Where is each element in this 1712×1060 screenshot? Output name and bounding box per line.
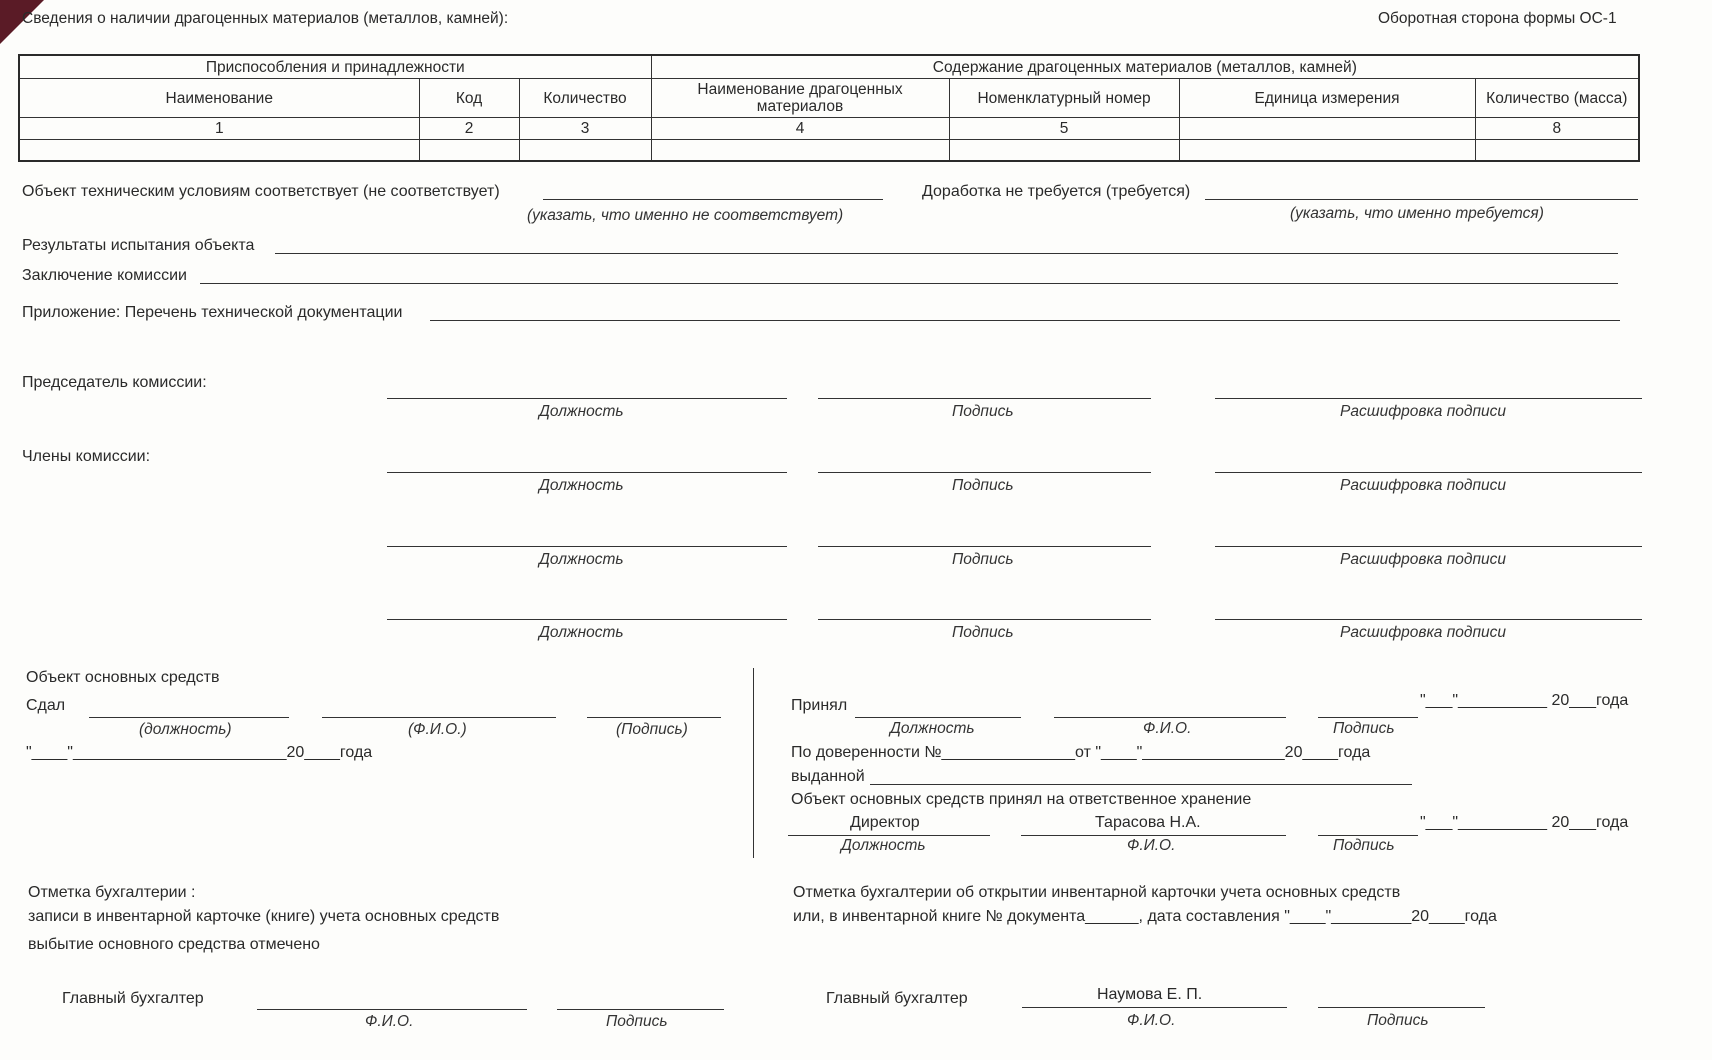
group-header-precious-content: Содержание драгоценных материалов (металлов, камней) <box>651 55 1639 79</box>
column-header: Наименование <box>19 79 419 118</box>
accounting-left-line1: записи в инвентарной карточке (книге) учета основных средств <box>28 908 500 925</box>
members-label: Члены комиссии: <box>22 448 151 465</box>
gave-position-caption: (должность) <box>139 721 232 738</box>
position-caption: Должность <box>539 624 624 641</box>
custody-fio-field[interactable] <box>1021 835 1286 836</box>
director-fio: Тарасова Н.А. <box>1095 814 1201 831</box>
conditions-hint: (указать, что именно не соответствует) <box>527 207 844 224</box>
column-number: 8 <box>1475 118 1639 140</box>
results-label: Результаты испытания объекта <box>22 237 255 254</box>
accounting-left-title: Отметка бухгалтерии : <box>28 884 196 901</box>
member-decode-field[interactable] <box>1215 546 1642 547</box>
custody-position-caption: Должность <box>841 837 926 854</box>
column-header: Единица измерения <box>1179 79 1475 118</box>
gave-fio-field[interactable] <box>322 717 556 718</box>
member-signature-field[interactable] <box>818 619 1151 620</box>
issued-label: выданной <box>791 768 865 785</box>
rework-hint: (указать, что именно требуется) <box>1290 205 1544 222</box>
column-header: Код <box>419 79 519 118</box>
accepted-position-caption: Должность <box>890 720 975 737</box>
appendix-label: Приложение: Перечень технической документации <box>22 304 403 321</box>
table-cell[interactable] <box>19 140 419 162</box>
signature-caption: Подпись <box>952 477 1014 494</box>
decode-caption: Расшифровка подписи <box>1340 624 1506 641</box>
accounting-right-title: Отметка бухгалтерии об открытии инвентарной карточки учета основных средств <box>793 884 1401 901</box>
issued-field[interactable] <box>870 784 1412 785</box>
chairman-signature-field[interactable] <box>818 398 1151 399</box>
table-cell[interactable] <box>1179 140 1475 162</box>
custody-position-field[interactable] <box>788 835 990 836</box>
custody-date-line[interactable]: "___"__________ 20___года <box>1420 814 1629 831</box>
chief-right-signature-caption: Подпись <box>1367 1012 1429 1029</box>
conditions-field[interactable] <box>543 199 883 200</box>
accepted-fio-caption: Ф.И.О. <box>1143 720 1192 737</box>
column-number: 2 <box>419 118 519 140</box>
position-caption: Должность <box>539 477 624 494</box>
gave-date-line[interactable]: "____"________________________20____года <box>26 744 373 761</box>
chief-left-signature-field[interactable] <box>557 1009 724 1010</box>
member-decode-field[interactable] <box>1215 619 1642 620</box>
member-signature-field[interactable] <box>818 472 1151 473</box>
appendix-field[interactable] <box>430 320 1620 321</box>
column-number <box>1179 118 1475 140</box>
accepted-label: Принял <box>791 697 848 714</box>
accepted-signature-caption: Подпись <box>1333 720 1395 737</box>
chief-left-signature-caption: Подпись <box>606 1013 668 1030</box>
gave-position-field[interactable] <box>89 717 289 718</box>
vertical-divider <box>753 668 754 858</box>
accepted-fio-field[interactable] <box>1054 717 1286 718</box>
accepted-signature-field[interactable] <box>1318 717 1418 718</box>
director-value: Директор <box>850 814 920 831</box>
table-cell[interactable] <box>419 140 519 162</box>
chairman-label: Председатель комиссии: <box>22 374 207 391</box>
member-position-field[interactable] <box>387 472 787 473</box>
proxy-line[interactable]: По доверенности №_______________от "____"________________20____года <box>791 744 1371 761</box>
precious-materials-table <box>18 54 1640 162</box>
accounting-left-line2: выбытие основного средства отмечено <box>28 936 320 953</box>
column-header: Номенклатурный номер <box>949 79 1179 118</box>
column-number: 5 <box>949 118 1179 140</box>
accepted-date-line[interactable]: "___"__________ 20___года <box>1420 692 1629 709</box>
column-number: 1 <box>19 118 419 140</box>
chief-right-fio-field[interactable] <box>1022 1007 1287 1008</box>
custody-signature-field[interactable] <box>1318 835 1418 836</box>
accounting-right-line2[interactable]: или, в инвентарной книге № документа______, дата составления "____"_________20____года <box>793 908 1497 925</box>
decode-caption: Расшифровка подписи <box>1340 551 1506 568</box>
column-number: 3 <box>519 118 651 140</box>
column-header: Количество (масса) <box>1475 79 1639 118</box>
chairman-position-field[interactable] <box>387 398 787 399</box>
decode-caption: Расшифровка подписи <box>1340 477 1506 494</box>
rework-label: Доработка не требуется (требуется) <box>922 183 1191 200</box>
table-cell[interactable] <box>519 140 651 162</box>
chief-accountant-right-label: Главный бухгалтер <box>826 990 968 1007</box>
handover-title: Объект основных средств <box>26 669 220 686</box>
custody-label: Объект основных средств принял на ответственное хранение <box>791 791 1252 808</box>
member-decode-field[interactable] <box>1215 472 1642 473</box>
column-header: Наименование драгоценных материалов <box>651 79 949 118</box>
member-position-field[interactable] <box>387 546 787 547</box>
signature-caption: Подпись <box>952 403 1014 420</box>
member-position-field[interactable] <box>387 619 787 620</box>
group-header-accessories: Приспособления и принадлежности <box>19 55 651 79</box>
chief-left-fio-field[interactable] <box>257 1009 527 1010</box>
custody-fio-caption: Ф.И.О. <box>1127 837 1176 854</box>
table-cell[interactable] <box>1475 140 1639 162</box>
column-header: Количество <box>519 79 651 118</box>
conclusion-label: Заключение комиссии <box>22 267 187 284</box>
chief-accountant-left-label: Главный бухгалтер <box>62 990 204 1007</box>
conclusion-field[interactable] <box>200 283 1618 284</box>
conditions-label: Объект техническим условиям соответствует (не соответствует) <box>22 183 500 200</box>
table-cell[interactable] <box>949 140 1179 162</box>
results-field[interactable] <box>275 253 1618 254</box>
chief-left-fio-caption: Ф.И.О. <box>365 1013 414 1030</box>
custody-signature-caption: Подпись <box>1333 837 1395 854</box>
member-signature-field[interactable] <box>818 546 1151 547</box>
position-caption: Должность <box>539 551 624 568</box>
chairman-decode-field[interactable] <box>1215 398 1642 399</box>
chief-right-fio-value: Наумова Е. П. <box>1097 986 1203 1003</box>
gave-fio-caption: (Ф.И.О.) <box>408 721 467 738</box>
column-number: 4 <box>651 118 949 140</box>
accepted-position-field[interactable] <box>855 717 1021 718</box>
form-side-label: Оборотная сторона формы ОС-1 <box>1378 10 1617 27</box>
table-cell[interactable] <box>651 140 949 162</box>
signature-caption: Подпись <box>952 551 1014 568</box>
section-title: Сведения о наличии драгоценных материалов (металлов, камней): <box>22 10 509 27</box>
gave-signature-caption: (Подпись) <box>616 721 688 738</box>
gave-label: Сдал <box>26 697 66 714</box>
rework-field[interactable] <box>1205 199 1638 200</box>
decode-caption: Расшифровка подписи <box>1340 403 1506 420</box>
chief-right-signature-field[interactable] <box>1318 1007 1485 1008</box>
position-caption: Должность <box>539 403 624 420</box>
gave-signature-field[interactable] <box>587 717 721 718</box>
signature-caption: Подпись <box>952 624 1014 641</box>
chief-right-fio-caption: Ф.И.О. <box>1127 1012 1176 1029</box>
